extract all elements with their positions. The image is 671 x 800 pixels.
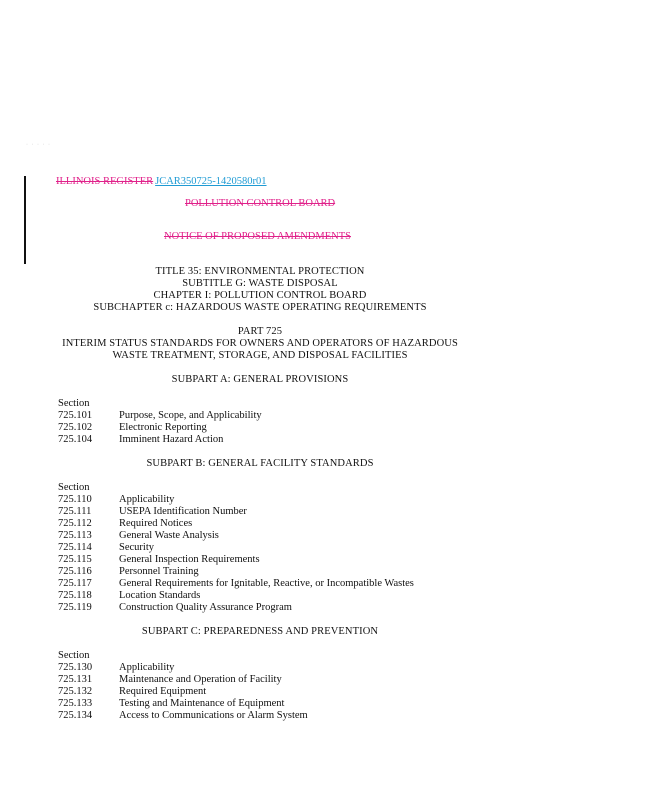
section-number: 725.118 <box>58 590 92 602</box>
subpart-a-heading: SUBPART A: GENERAL PROVISIONS <box>171 374 349 385</box>
section-title: General Waste Analysis <box>119 530 219 542</box>
notice-struck-line: NOTICE OF PROPOSED AMENDMENTS <box>164 231 351 242</box>
section-title: Applicability <box>119 494 175 505</box>
subchapter-line: SUBCHAPTER c: HAZARDOUS WASTE OPERATING REQUIREMENTS <box>93 302 427 313</box>
section-number: 725.116 <box>58 566 92 578</box>
register-struck-text: ILLINOIS REGISTER <box>56 176 154 187</box>
toc-row <box>58 710 308 722</box>
section-title: Maintenance and Operation of Facility <box>119 674 282 686</box>
part-title-line-2: WASTE TREATMENT, STORAGE, AND DISPOSAL FACILITIES <box>112 350 408 361</box>
section-number: 725.104 <box>58 434 93 446</box>
toc-row <box>58 506 414 518</box>
part-number: PART 725 <box>237 326 283 337</box>
toc-row <box>58 674 308 686</box>
section-number: 725.114 <box>58 542 92 554</box>
section-number: 725.131 <box>58 674 93 686</box>
section-title: Electronic Reporting <box>119 422 207 434</box>
section-number: 725.115 <box>58 554 92 566</box>
section-label: Section <box>58 398 90 409</box>
section-title: Applicability <box>119 662 175 673</box>
toc-row <box>58 494 414 506</box>
board-struck-line: POLLUTION CONTROL BOARD <box>185 198 336 209</box>
toc-row <box>58 422 262 434</box>
section-title: Location Standards <box>119 590 201 602</box>
toc-row <box>58 542 414 554</box>
subpart-b-toc <box>58 482 414 614</box>
toc-row <box>58 590 414 602</box>
section-title: Security <box>119 542 154 554</box>
section-title: Construction Quality Assurance Program <box>119 602 292 614</box>
section-label: Section <box>58 650 90 661</box>
section-number: 725.132 <box>58 686 93 698</box>
subtitle-line: SUBTITLE G: WASTE DISPOSAL <box>182 278 338 289</box>
revision-bar <box>24 176 26 264</box>
register-header-line <box>56 176 267 187</box>
title-line: TITLE 35: ENVIRONMENTAL PROTECTION <box>155 266 365 277</box>
section-title: Required Equipment <box>119 686 207 698</box>
section-number: 725.110 <box>58 494 92 505</box>
section-number: 725.133 <box>58 698 93 710</box>
section-title: Personnel Training <box>119 566 199 578</box>
toc-row <box>58 578 414 590</box>
subpart-b-heading: SUBPART B: GENERAL FACILITY STANDARDS <box>146 458 374 469</box>
toc-row <box>58 662 308 674</box>
toc-row <box>58 518 414 530</box>
section-title: Testing and Maintenance of Equipment <box>119 698 285 710</box>
part-block <box>0 326 520 362</box>
toc-row <box>58 698 308 710</box>
section-number: 725.101 <box>58 410 93 421</box>
section-number: 725.113 <box>58 530 92 542</box>
toc-row <box>58 530 414 542</box>
section-number: 725.130 <box>58 662 93 673</box>
toc-row <box>58 554 414 566</box>
subpart-c-toc <box>58 650 308 722</box>
toc-row <box>58 410 262 422</box>
toc-row <box>58 602 414 614</box>
section-title: USEPA Identification Number <box>119 506 247 518</box>
scan-mark: · · · · · <box>26 142 51 148</box>
toc-row <box>58 434 262 446</box>
section-title: Imminent Hazard Action <box>119 434 224 446</box>
section-title: General Requirements for Ignitable, Reactive, or Incompatible Wastes <box>119 578 414 590</box>
section-title: Required Notices <box>119 518 193 530</box>
section-label: Section <box>58 482 90 493</box>
section-number: 725.117 <box>58 578 92 590</box>
section-number: 725.111 <box>58 506 92 518</box>
subpart-c-heading: SUBPART C: PREPAREDNESS AND PREVENTION <box>141 626 379 637</box>
toc-row <box>58 566 414 578</box>
section-title: General Inspection Requirements <box>119 554 260 566</box>
section-number: 725.134 <box>58 710 93 722</box>
register-inserted-text: JCAR350725-1420580r01 <box>155 176 267 187</box>
section-number: 725.119 <box>58 602 92 614</box>
title-block <box>0 266 520 314</box>
section-title: Access to Communications or Alarm System <box>119 710 308 722</box>
section-number: 725.112 <box>58 518 92 530</box>
section-title: Purpose, Scope, and Applicability <box>119 410 262 421</box>
subpart-a-toc <box>58 398 262 446</box>
section-number: 725.102 <box>58 422 93 434</box>
chapter-line: CHAPTER I: POLLUTION CONTROL BOARD <box>153 290 367 301</box>
part-title-line-1: INTERIM STATUS STANDARDS FOR OWNERS AND OPERATORS OF HAZARDOUS <box>62 338 458 349</box>
toc-row <box>58 686 308 698</box>
